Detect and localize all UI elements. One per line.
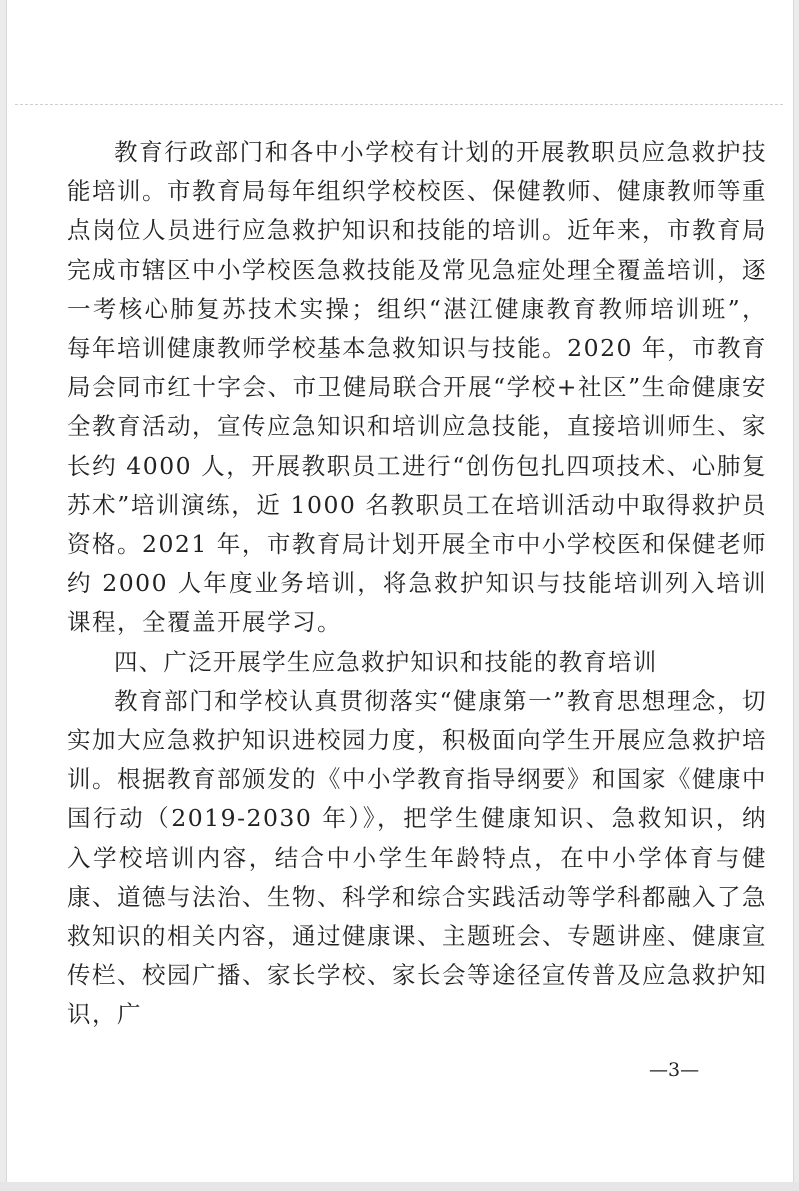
document-body — [67, 133, 767, 1035]
scan-bottom-edge — [0, 1182, 799, 1191]
paragraph-staff-training: 教育行政部门和各中小学校有计划的开展教职员应急救护技能培训。市教育局每年组织学校校医、保健教师、健康教师等重点岗位人员进行应急救护知识和技能的培训。近年来，市教育局完成市辖区中小学校医急救技能及常见急症处理全覆盖培训，逐一考核心肺复苏技术实操；组织“湛江健康教育教师培训班”，每年培训健康教师学校基本急救知识与技能。2020 年，市教育局会同市红十字会、市卫健局联合开展“学校+社区”生命健康安全教育活动，宣传应急知识和培训应急技能，直接培训师生、家长约 4000 人，开展教职员工进行“创伤包扎四项技术、心肺复苏术”培训演练，近 1000 名教职员工在培训活动中取得救护员资格。2021 年，市教育局计划开展全市中小学校医和保健老师约 2000 人年度业务培训，将急救护知识与技能培训列入培训课程，全覆盖开展学习。 — [67, 138, 767, 637]
paragraph-student-training: 教育部门和学校认真贯彻落实“健康第一”教育思想理念，切实加大应急救护知识进校园力度，积极面向学生开展应急救护培训。根据教育部颁发的《中小学教育指导纲要》和国家《健康中国行动（2019-2030 年）》，把学生健康知识、急救知识，纳入学校培训内容，结合中小学生年龄特点，在中小学体育与健康、道德与法治、生物、科学和综合实践活动等学科都融入了急救知识的相关内容，通过健康课、主题班会、专题讲座、健康宣传栏、校园广播、家长学校、家长会等途径宣传普及应急救护知识，广 — [67, 686, 767, 1029]
scan-dotted-rule — [15, 104, 783, 105]
section-heading: 四、广泛开展学生应急救护知识和技能的教育培训 — [114, 647, 658, 676]
page-number: —3— — [649, 1059, 700, 1081]
document-page — [7, 0, 793, 1182]
